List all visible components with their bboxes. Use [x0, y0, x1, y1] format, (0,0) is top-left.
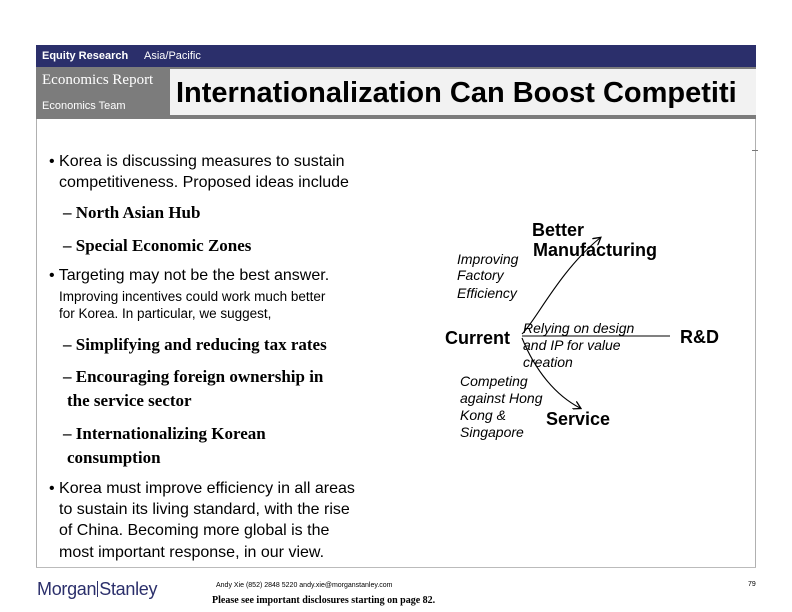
recommendation: consumption	[67, 448, 161, 467]
factory-note: Improving	[457, 251, 519, 267]
team-label: Economics Team	[42, 100, 126, 112]
rd-note: and IP for value	[523, 337, 621, 353]
bullet-text: to sustain its living standard, with the rise	[59, 501, 350, 518]
bullet-text: of China. Becoming more global is the	[59, 522, 330, 539]
note-text: Improving incentives could work much better	[59, 289, 326, 304]
service-label: Service	[546, 409, 611, 429]
sub-item: – Special Economic Zones	[63, 236, 252, 255]
recommendation: – Internationalizing Korean	[63, 424, 266, 443]
rd-note: Relying on design	[523, 320, 635, 336]
recommendation: – Simplifying and reducing tax rates	[63, 335, 327, 354]
logo-part: Morgan	[37, 579, 97, 599]
manufacturing-label: Manufacturing	[533, 240, 657, 260]
report-type: Economics Report	[42, 72, 154, 88]
service-note: Competing	[460, 373, 528, 389]
better-label: Better	[532, 220, 585, 240]
bullet-text: competitiveness. Proposed ideas include	[59, 174, 349, 191]
current-label: Current	[445, 328, 511, 348]
frame-corner	[752, 150, 758, 157]
recommendation: – Encouraging foreign ownership in	[63, 367, 324, 386]
sub-item: – North Asian Hub	[63, 203, 201, 222]
header-top-bar	[36, 45, 756, 67]
service-note: Kong &	[460, 407, 506, 423]
logo-part: Stanley	[99, 579, 158, 599]
service-note: Singapore	[460, 424, 524, 440]
bullet-text: • Targeting may not be the best answer.	[49, 267, 330, 284]
note-text: for Korea. In particular, we suggest,	[59, 306, 272, 321]
morgan-stanley-logo	[37, 579, 157, 600]
bullet-text: • Korea is discussing measures to sustain	[49, 153, 345, 170]
rd-label: R&D	[680, 327, 719, 347]
section-label: Equity Research	[42, 50, 129, 62]
service-note: against Hong	[460, 390, 543, 406]
rd-note: creation	[523, 354, 573, 370]
page-number: 79	[748, 581, 756, 588]
disclosure-note: Please see important disclosures starting on page 82.	[212, 595, 436, 606]
factory-note: Factory	[457, 267, 504, 283]
bullet-text: • Korea must improve efficiency in all areas	[49, 480, 355, 497]
region-label: Asia/Pacific	[144, 50, 201, 62]
analyst-contact: Andy Xie (852) 2848 5220 andy.xie@morganstanley.com	[216, 582, 393, 589]
page-title: Internationalization Can Boost Competiti	[176, 77, 737, 109]
recommendation: the service sector	[67, 391, 192, 410]
footer-divider	[36, 567, 756, 568]
factory-note: Efficiency	[457, 285, 517, 301]
bullet-text: most important response, in our view.	[59, 544, 325, 561]
page-title-box	[170, 69, 756, 115]
